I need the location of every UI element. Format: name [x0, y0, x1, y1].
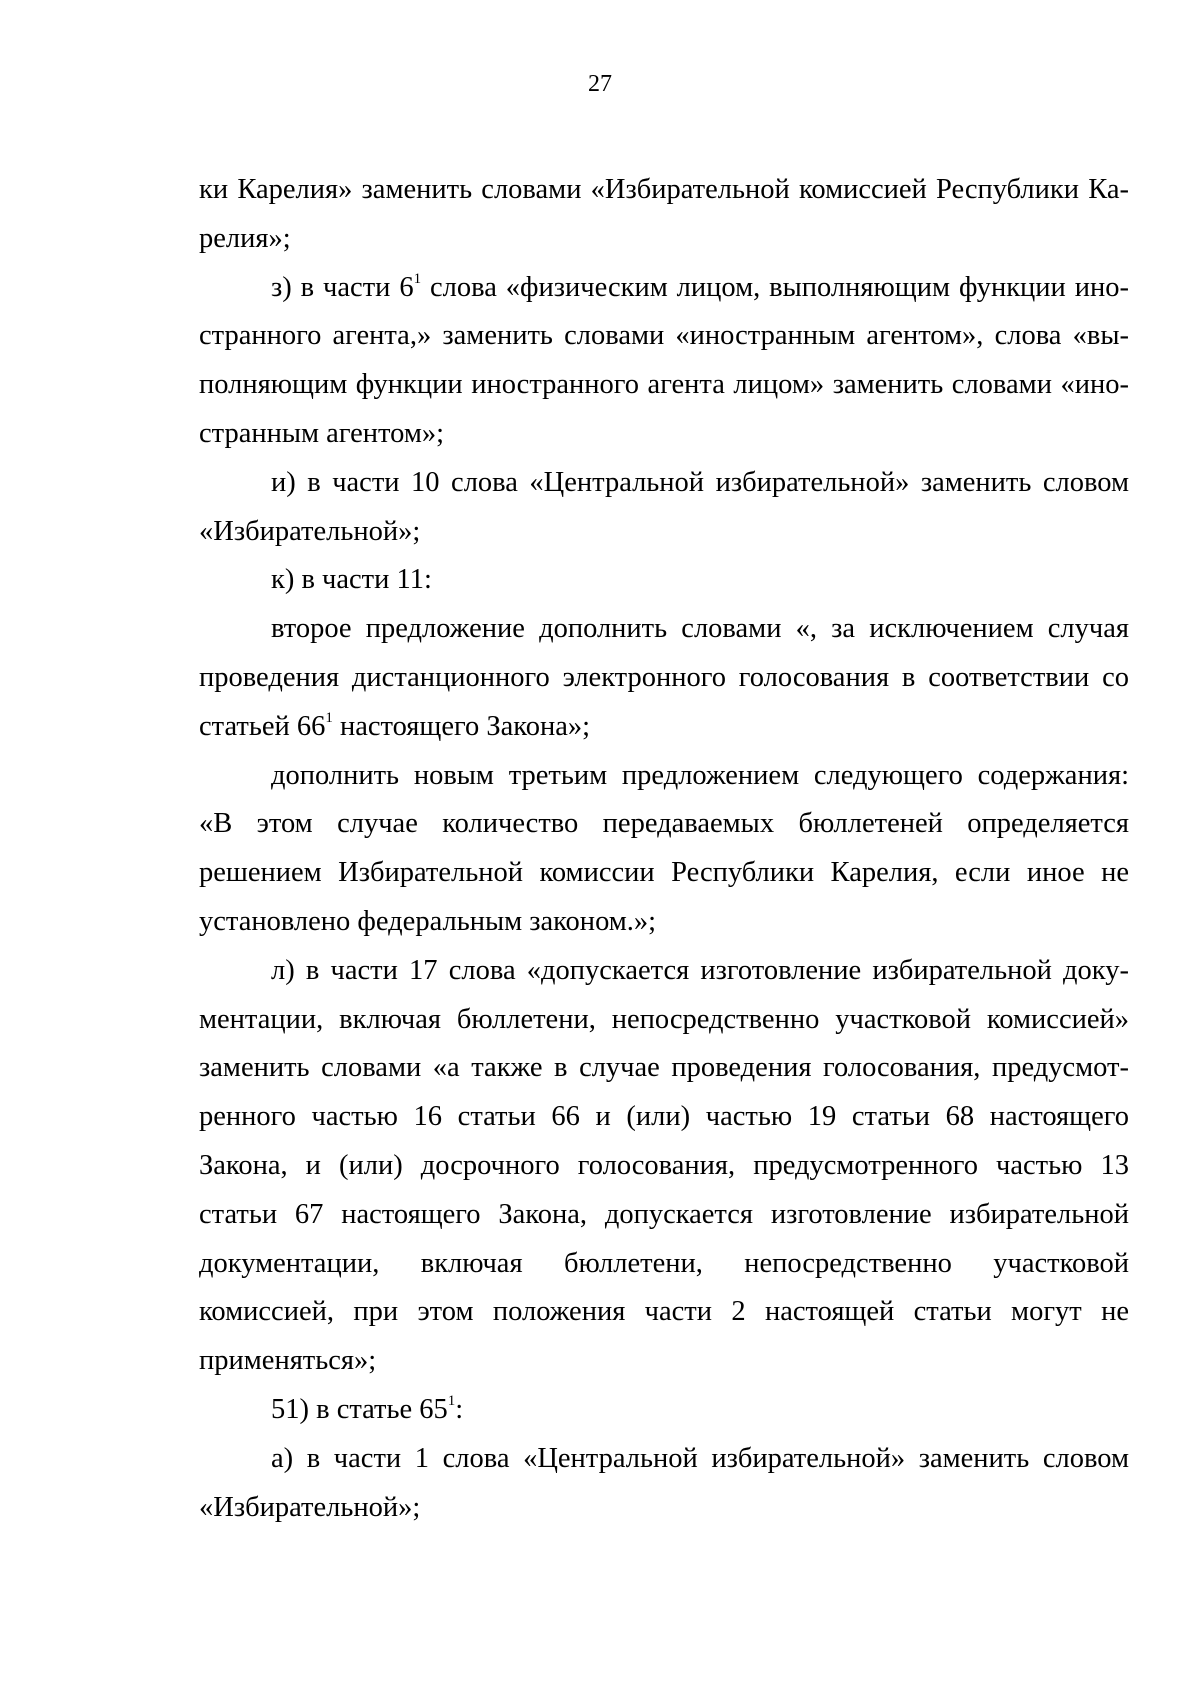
paragraph-text: настоящего Закона»;	[332, 710, 591, 742]
paragraph	[199, 605, 1129, 751]
paragraph-text: к) в части 11:	[271, 564, 432, 596]
paragraph-text: второе предложение дополнить словами «, за исключением случая проведения дистанционного электронного голосования в соответствии со статьей 66	[199, 613, 1129, 742]
paragraph-text: л) в части 17 слова «допускается изготовление избирательной документации, включая бюллетени, непосредственно участковой комиссией» заменить словами «а также в случае проведения голосования, предусмотренного частью 16 статьи 66 и (или) частью 19 статьи 68 настоящего Закона, и (или) досрочного голосования, предусмотренного частью 13 статьи 67 настоящего Закона, допускается изготовление избирательной документации, включая бюллетени, непосредственно участковой комиссией, при этом положения части 2 настоящей статьи могут не применяться»;	[199, 954, 1129, 1377]
paragraph	[199, 1435, 1129, 1533]
superscript-index: 1	[325, 710, 333, 727]
paragraph-text: дополнить новым третьим предложением следующего содержания: «В этом случае количество передаваемых бюллетеней определяется решением Избирательной комиссии Республики Карелия, если иное не установлено федеральным законом.»;	[199, 759, 1129, 937]
paragraph-text: з) в части 6	[271, 271, 414, 303]
paragraph-text: 51) в статье 65	[271, 1393, 448, 1425]
paragraph	[199, 947, 1129, 1386]
paragraph	[199, 166, 1129, 264]
paragraph	[199, 752, 1129, 947]
paragraph	[199, 459, 1129, 557]
paragraph-text: слова «физическим лицом, выполняющим функции иностранного агента,» заменить словами «иностранным агентом», слова «выполняющим функции иностранного агента лицом» заменить словами «иностранным агентом»;	[199, 271, 1129, 449]
document-body	[199, 166, 1129, 1532]
page-number: 27	[588, 71, 612, 97]
paragraph	[199, 1386, 1129, 1435]
paragraph	[199, 556, 1129, 605]
paragraph-text: а) в части 1 слова «Центральной избирательной» заменить словом «Избирательной»;	[199, 1442, 1129, 1523]
paragraph-text: :	[455, 1393, 464, 1425]
paragraph	[199, 264, 1129, 459]
superscript-index: 1	[447, 1393, 456, 1410]
paragraph-text: и) в части 10 слова «Центральной избирательной» заменить словом «Избирательной»;	[199, 466, 1129, 547]
superscript-index: 1	[413, 271, 422, 288]
paragraph-text: ки Карелия» заменить словами «Избирательной комиссией Республики Карелия»;	[199, 174, 1129, 254]
